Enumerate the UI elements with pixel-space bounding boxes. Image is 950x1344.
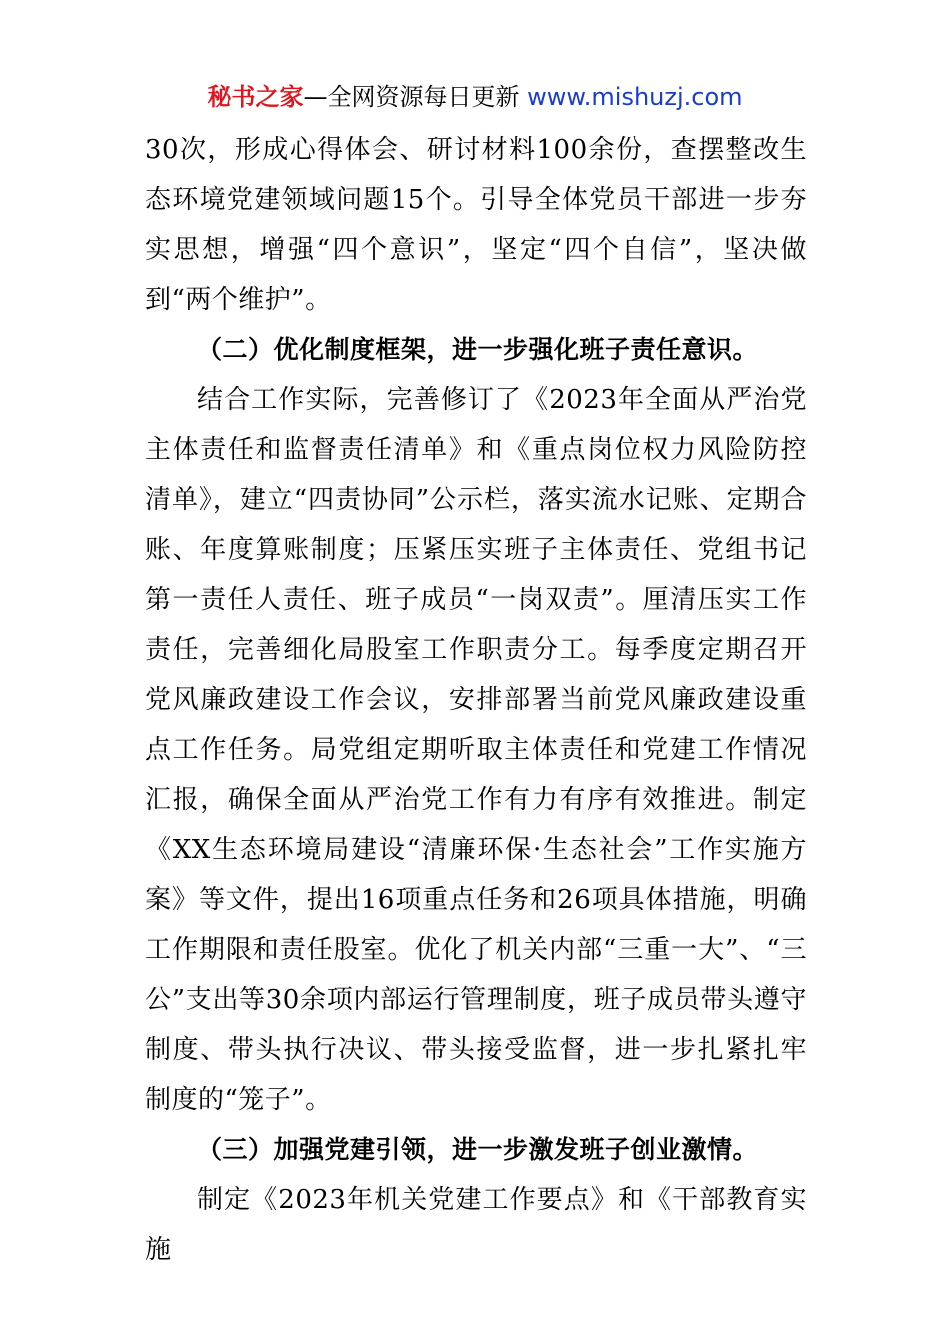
header-brand: 秘书之家 bbox=[207, 83, 304, 111]
document-body bbox=[145, 125, 807, 1275]
section-heading-3: （三）加强党建引领，进一步激发班子创业激情。 bbox=[197, 1135, 759, 1164]
page-header bbox=[0, 80, 950, 114]
paragraph-section-3: 制定《2023年机关党建工作要点》和《干部教育实施 bbox=[145, 1185, 807, 1265]
paragraph-continued: 30次，形成心得体会、研讨材料100余份，查摆整改生态环境党建领域问题15个。引导全体党员干部进一步夯实思想，增强“四个意识”，坚定“四个自信”，坚决做到“两个维护”。 bbox=[145, 135, 807, 315]
header-tagline: —全网资源每日更新 bbox=[303, 83, 520, 111]
paragraph-section-2: 结合工作实际，完善修订了《2023年全面从严治党主体责任和监督责任清单》和《重点岗位权力风险防控清单》，建立“四责协同”公示栏，落实流水记账、定期合账、年度算账制度；压紧压实班子主体责任、党组书记第一责任人责任、班子成员“一岗双责”。厘清压实工作责任，完善细化局股室工作职责分工。每季度定期召开党风廉政建设工作会议，安排部署当前党风廉政建设重点工作任务。局党组定期听取主体责任和党建工作情况汇报，确保全面从严治党工作有力有序有效推进。制定《XX生态环境局建设“清廉环保·生态社会”工作实施方案》等文件，提出16项重点任务和26项具体措施，明确工作期限和责任股室。优化了机关内部“三重一大”、“三公”支出等30余项内部运行管理制度，班子成员带头遵守制度、带头执行决议、带头接受监督，进一步扎紧扎牢制度的“笼子”。 bbox=[145, 385, 807, 1115]
header-site-link[interactable]: www.mishuzj.com bbox=[527, 83, 743, 111]
section-heading-2: （二）优化制度框架，进一步强化班子责任意识。 bbox=[197, 335, 759, 364]
